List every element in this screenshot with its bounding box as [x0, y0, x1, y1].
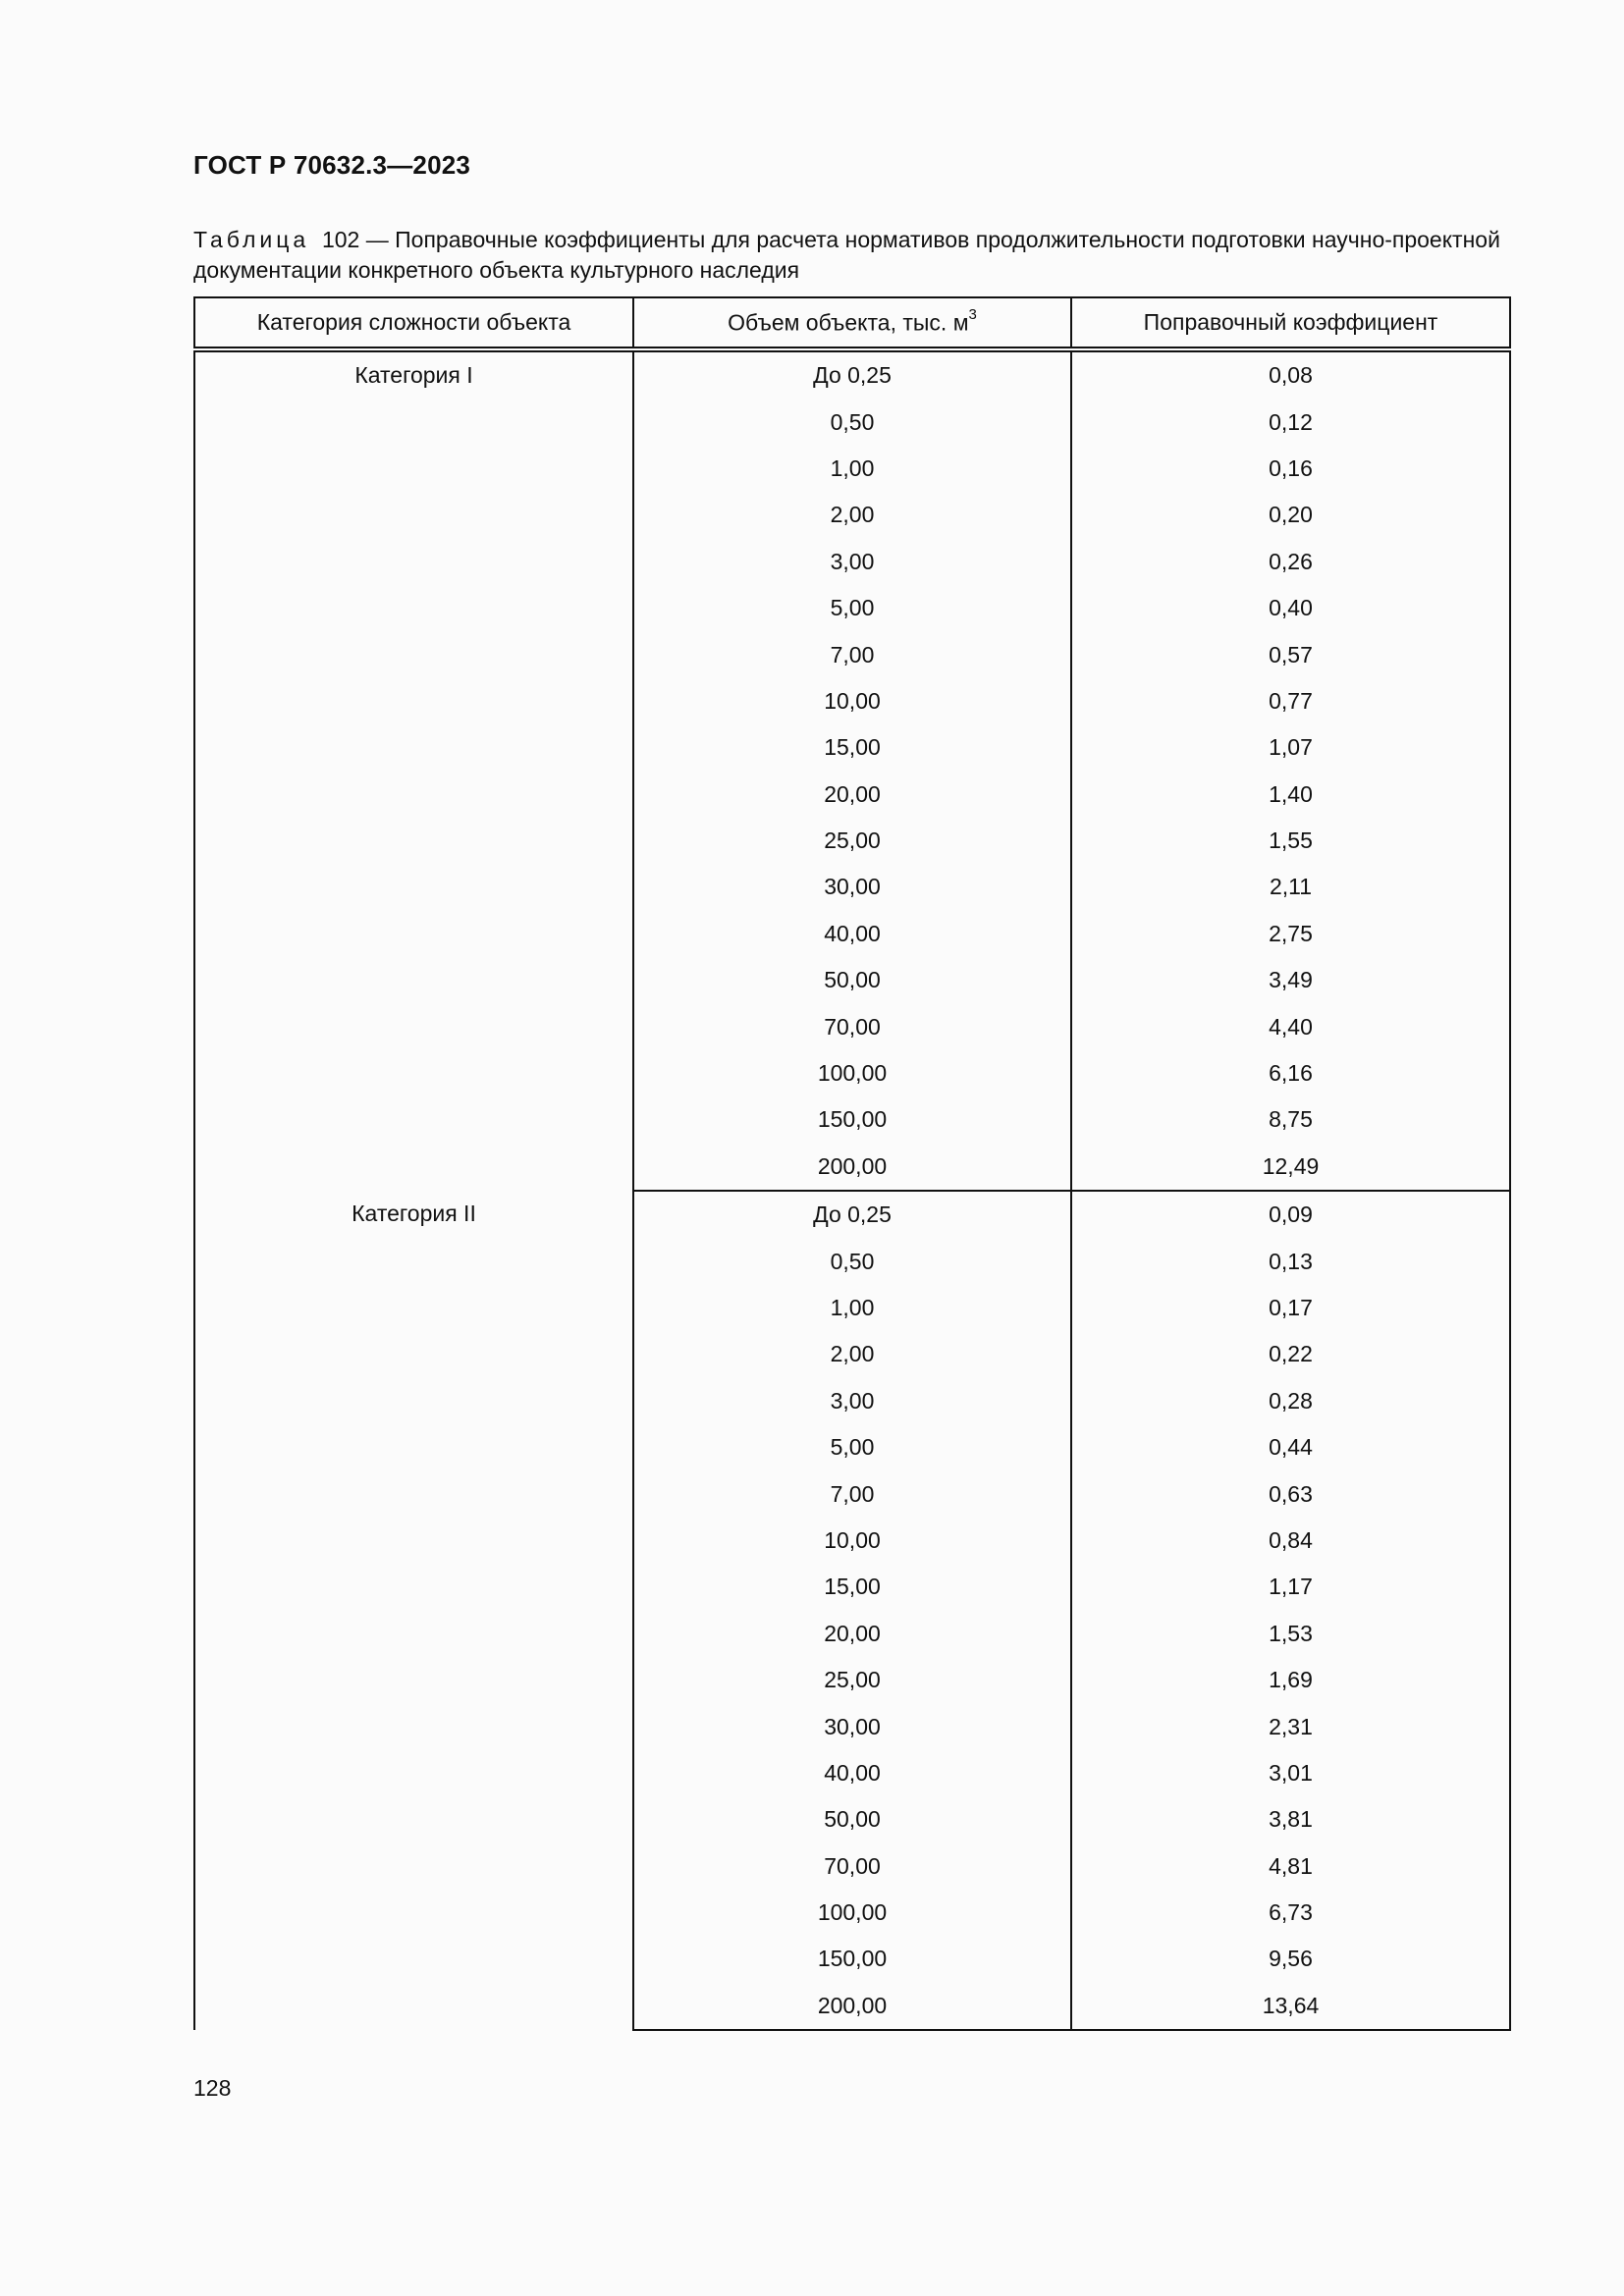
coefficient-cell: 0,20: [1071, 492, 1510, 538]
volume-cell: 0,50: [633, 1238, 1071, 1284]
coefficient-cell: 1,69: [1071, 1657, 1510, 1703]
volume-cell: 15,00: [633, 724, 1071, 771]
volume-cell: 5,00: [633, 585, 1071, 631]
volume-cell: 150,00: [633, 1936, 1071, 1982]
volume-cell: 20,00: [633, 1611, 1071, 1657]
coefficient-cell: 2,11: [1071, 864, 1510, 910]
coefficient-cell: 3,81: [1071, 1796, 1510, 1842]
volume-cell: 10,00: [633, 1518, 1071, 1564]
header-volume-superscript: 3: [968, 305, 977, 323]
volume-cell: 1,00: [633, 1285, 1071, 1331]
volume-cell: 20,00: [633, 772, 1071, 818]
volume-cell: 10,00: [633, 678, 1071, 724]
volume-cell: 7,00: [633, 1470, 1071, 1517]
volume-cell: 40,00: [633, 911, 1071, 957]
coefficient-cell: 2,31: [1071, 1703, 1510, 1749]
volume-cell: 2,00: [633, 492, 1071, 538]
coefficient-cell: 1,07: [1071, 724, 1510, 771]
volume-cell: До 0,25: [633, 1191, 1071, 1238]
volume-cell: 100,00: [633, 1050, 1071, 1096]
volume-cell: 150,00: [633, 1096, 1071, 1143]
coefficient-cell: 0,12: [1071, 399, 1510, 445]
volume-cell: До 0,25: [633, 349, 1071, 399]
coefficient-cell: 0,17: [1071, 1285, 1510, 1331]
document-id: ГОСТ Р 70632.3—2023: [193, 150, 471, 180]
coefficient-cell: 0,16: [1071, 446, 1510, 492]
coefficient-cell: 2,75: [1071, 911, 1510, 957]
coefficient-cell: 0,44: [1071, 1424, 1510, 1470]
table-row: [194, 349, 1510, 399]
coefficient-cell: 6,16: [1071, 1050, 1510, 1096]
volume-cell: 25,00: [633, 1657, 1071, 1703]
volume-cell: 3,00: [633, 1378, 1071, 1424]
coefficient-cell: 0,09: [1071, 1191, 1510, 1238]
coefficient-cell: 12,49: [1071, 1144, 1510, 1191]
volume-cell: 200,00: [633, 1983, 1071, 2030]
volume-cell: 5,00: [633, 1424, 1071, 1470]
coefficient-cell: 0,08: [1071, 349, 1510, 399]
coefficient-cell: 0,22: [1071, 1331, 1510, 1377]
coefficient-cell: 0,26: [1071, 539, 1510, 585]
coefficient-cell: 0,40: [1071, 585, 1510, 631]
coefficient-cell: 4,81: [1071, 1843, 1510, 1890]
header-volume-text: Объем объекта, тыс. м: [728, 309, 969, 336]
coefficient-cell: 0,13: [1071, 1238, 1510, 1284]
header-volume: [633, 297, 1071, 349]
volume-cell: 7,00: [633, 631, 1071, 677]
volume-cell: 2,00: [633, 1331, 1071, 1377]
coefficient-cell: 4,40: [1071, 1003, 1510, 1049]
coefficient-cell: 1,53: [1071, 1611, 1510, 1657]
coefficient-cell: 1,17: [1071, 1564, 1510, 1610]
volume-cell: 0,50: [633, 399, 1071, 445]
coefficient-cell: 0,84: [1071, 1518, 1510, 1564]
table-caption-label: Таблица: [193, 227, 310, 252]
volume-cell: 70,00: [633, 1003, 1071, 1049]
coefficient-cell: 6,73: [1071, 1890, 1510, 1936]
table-body: [194, 349, 1510, 2030]
coefficient-cell: 0,28: [1071, 1378, 1510, 1424]
volume-cell: 15,00: [633, 1564, 1071, 1610]
category-cell: Категория II: [194, 1191, 633, 2030]
coefficient-cell: 13,64: [1071, 1983, 1510, 2030]
volume-cell: 40,00: [633, 1750, 1071, 1796]
coefficient-cell: 0,63: [1071, 1470, 1510, 1517]
coefficient-cell: 1,40: [1071, 772, 1510, 818]
table-header-row: [194, 297, 1510, 349]
table-caption-text: 102 — Поправочные коэффициенты для расчета нормативов продолжительности подготовки научно-проектной документации конкретного объекта культурного наследия: [193, 227, 1500, 283]
coefficient-cell: 0,77: [1071, 678, 1510, 724]
table-row: [194, 1191, 1510, 1238]
volume-cell: 50,00: [633, 1796, 1071, 1842]
coefficient-cell: 0,57: [1071, 631, 1510, 677]
volume-cell: 30,00: [633, 864, 1071, 910]
page-number: 128: [193, 2075, 232, 2101]
coefficient-cell: 1,55: [1071, 818, 1510, 864]
volume-cell: 100,00: [633, 1890, 1071, 1936]
header-coefficient: Поправочный коэффициент: [1071, 297, 1510, 349]
header-category: Категория сложности объекта: [194, 297, 633, 349]
volume-cell: 30,00: [633, 1703, 1071, 1749]
table-caption: [193, 225, 1509, 286]
category-cell: Категория I: [194, 349, 633, 1191]
volume-cell: 70,00: [633, 1843, 1071, 1890]
coefficient-cell: 9,56: [1071, 1936, 1510, 1982]
volume-cell: 50,00: [633, 957, 1071, 1003]
volume-cell: 1,00: [633, 446, 1071, 492]
coefficient-cell: 3,01: [1071, 1750, 1510, 1796]
coefficient-cell: 3,49: [1071, 957, 1510, 1003]
coefficient-cell: 8,75: [1071, 1096, 1510, 1143]
coefficients-table: [193, 296, 1511, 2031]
volume-cell: 3,00: [633, 539, 1071, 585]
volume-cell: 200,00: [633, 1144, 1071, 1191]
volume-cell: 25,00: [633, 818, 1071, 864]
